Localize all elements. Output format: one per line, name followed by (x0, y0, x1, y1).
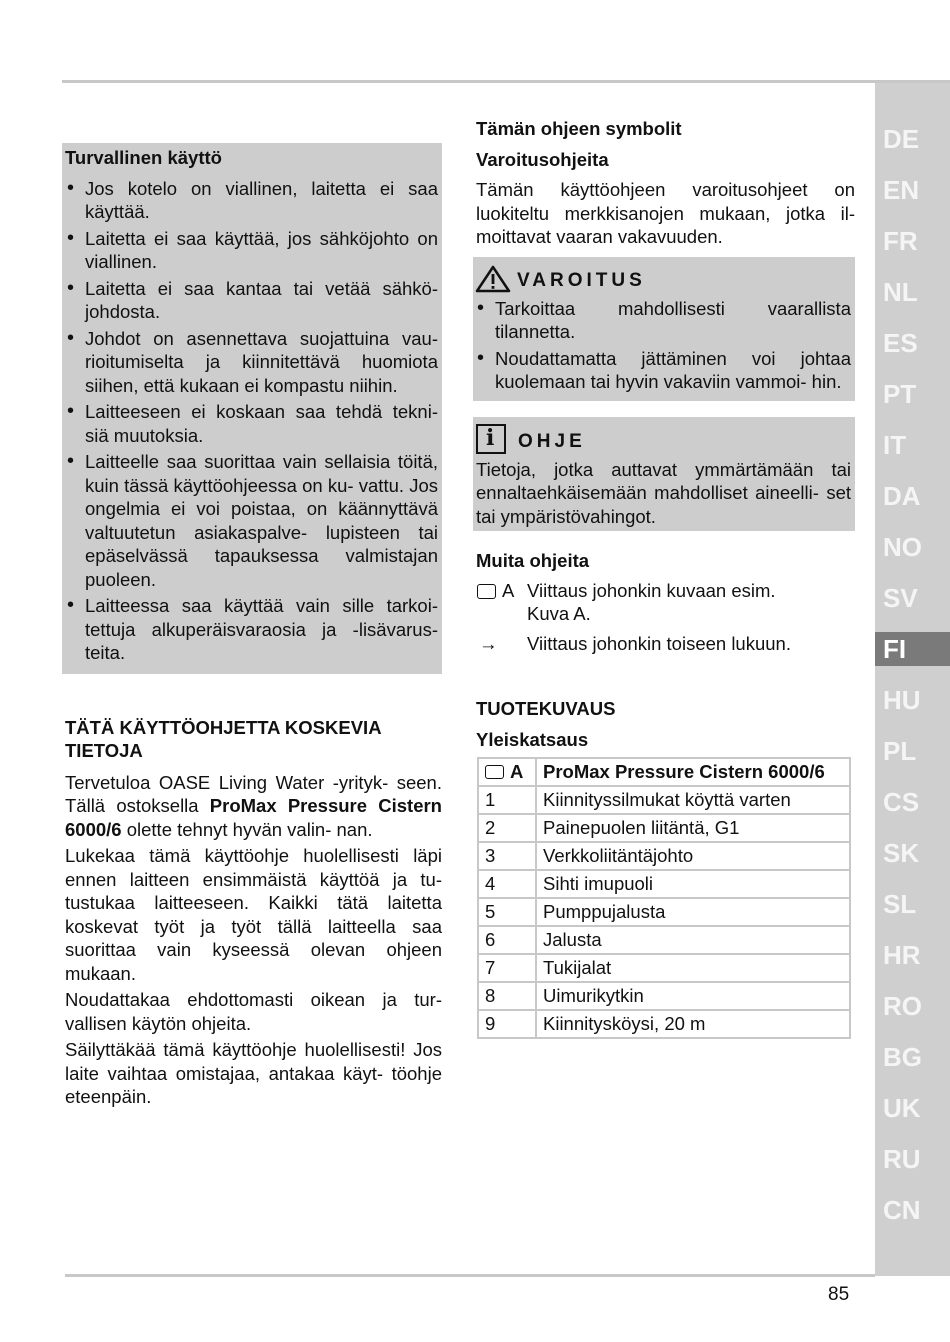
table-header-name: ProMax Pressure Cistern 6000/6 (536, 758, 850, 786)
part-number: 7 (478, 954, 536, 982)
manual-paragraph: Säilyttäkää tämä käyttöohje huolellisesti! Jos laite vaihtaa omistajaa, antakaa käyt- töohje eteenpäin. (65, 1039, 442, 1107)
list-item: • Laitteeseen ei koskaan saa tehdä tekni- siä muutoksia. (65, 400, 438, 447)
lang-tab-no[interactable]: NO (883, 532, 922, 562)
lang-tab-nl[interactable]: NL (883, 277, 918, 307)
header-key-letter: A (510, 761, 524, 782)
part-number: 2 (478, 814, 536, 842)
lang-tab-sl[interactable]: SL (883, 889, 917, 919)
chapter-ref-symbol (477, 632, 527, 656)
chapter-reference-row (473, 632, 855, 656)
lang-tab-es[interactable]: ES (883, 328, 918, 358)
note-title-row (476, 424, 851, 454)
part-name: Sihti imupuoli (536, 870, 850, 898)
table-header-key (478, 758, 536, 786)
note-label: OHJE (518, 431, 586, 452)
note-box (473, 417, 855, 532)
parts-table (477, 757, 851, 1039)
left-column (62, 143, 442, 1112)
part-name: Painepuolen liitäntä, G1 (536, 814, 850, 842)
intro-text-b: olette tehnyt hyvän valin- nan. (121, 818, 373, 840)
figure-ref-letter: A (502, 579, 515, 601)
lang-tab-pt[interactable]: PT (883, 379, 917, 409)
list-item: • Noudattamatta jättäminen voi johtaa kuolemaan tai hyvin vakaviin vammoi- hin. (475, 347, 851, 394)
warning-title-row (475, 265, 851, 293)
part-name: Jalusta (536, 926, 850, 954)
table-row (478, 898, 850, 926)
lang-tab-pl[interactable]: PL (883, 736, 917, 766)
symbols-heading: Tämän ohjeen symbolit (476, 118, 682, 139)
part-number: 6 (478, 926, 536, 954)
part-number: 1 (478, 786, 536, 814)
table-row (478, 982, 850, 1010)
lang-tab-cs[interactable]: CS (883, 787, 920, 817)
table-row (478, 814, 850, 842)
manual-intro-paragraph (62, 771, 442, 842)
list-item: • Tarkoittaa mahdollisesti vaarallista tilannetta. (475, 297, 851, 344)
lang-tab-fi[interactable]: FI (875, 632, 950, 666)
other-notes-heading: Muita ohjeita (476, 550, 590, 571)
part-name: Kiinnitysköysi, 20 m (536, 1010, 850, 1038)
table-row (478, 786, 850, 814)
list-item: • Laitetta ei saa käyttää, jos sähköjohto on viallinen. (65, 227, 438, 274)
list-item: • Jos kotelo on viallinen, laitetta ei saa käyttää. (65, 177, 438, 224)
warning-list (475, 297, 851, 394)
part-name: Kiinnityssilmukat köyttä varten (536, 786, 850, 814)
lang-tab-sk[interactable]: SK (883, 838, 920, 868)
bottom-rule (65, 1274, 875, 1277)
arrow-right-icon: → (479, 632, 498, 654)
table-row (478, 1010, 850, 1038)
lang-tab-it[interactable]: IT (883, 430, 907, 460)
top-rule (62, 80, 950, 83)
part-number: 3 (478, 842, 536, 870)
part-name: Tukijalat (536, 954, 850, 982)
list-item: • Laitteelle saa suorittaa vain sellaisia töitä, kuin tässä käyttöohjeessa on ku- vattu. Jos ongelmia ei voi poistaa, on käännyttävä valtuutetun asiakaspalve- lupisteen tai epäselvässä tapauksessa valmistajan puoleen. (65, 450, 438, 591)
warning-triangle-icon (475, 265, 511, 293)
product-heading: TUOTEKUVAUS (476, 698, 616, 719)
table-row (478, 842, 850, 870)
table-row (478, 870, 850, 898)
figure-ref-text: Viittaus johonkin kuvaan esim. Kuva A. (527, 579, 776, 624)
chapter-ref-text: Viittaus johonkin toiseen lukuun. (527, 632, 791, 654)
lang-tab-en[interactable]: EN (883, 175, 920, 205)
product-name: ProMax Pressure Cistern 6000/6 (65, 795, 442, 840)
figure-icon (477, 584, 496, 599)
info-icon: i (476, 424, 506, 454)
safe-use-title: Turvallinen käyttö (65, 147, 222, 168)
lang-tab-ru[interactable]: RU (883, 1144, 921, 1174)
lang-tab-da[interactable]: DA (883, 481, 921, 511)
lang-tab-ro[interactable]: RO (883, 991, 922, 1021)
warnings-text: Tämän käyttöohjeen varoitusohjeet on luokiteltu merkkisanojen mukaan, jotka il- moittavat vaaran vakavuuden. (476, 179, 855, 247)
lang-tab-uk[interactable]: UK (883, 1093, 921, 1123)
manual-paragraph: Lukekaa tämä käyttöohje huolellisesti läpi ennen laitteen ensimmäistä käyttöä ja tu- tustukaa laitteeseen. Kaikki tätä laitetta koskevat työt ja työt tällä laitteella saa suorittaa vain kyseessä olevan ohjeen mukaan. (65, 845, 442, 984)
lang-tab-cn[interactable]: CN (883, 1195, 921, 1225)
manual-info-heading: TÄTÄ KÄYTTÖOHJETTA KOSKEVIA TIETOJA (65, 716, 381, 761)
part-number: 4 (478, 870, 536, 898)
warnings-heading: Varoitusohjeita (476, 148, 609, 170)
part-number: 5 (478, 898, 536, 926)
list-item: • Laitteessa saa käyttää vain sille tarkoi- tettuja alkuperäisvaraosia ja -lisävarus- teita. (65, 594, 438, 665)
safe-use-list (65, 177, 438, 665)
lang-tab-bg[interactable]: BG (883, 1042, 922, 1072)
manual-paragraph: Noudattakaa ehdottomasti oikean ja tur- vallisen käytön ohjeita. (65, 989, 442, 1034)
right-column (473, 117, 855, 1039)
lang-tab-fr[interactable]: FR (883, 226, 918, 256)
lang-tab-de[interactable]: DE (883, 124, 920, 154)
warning-label: VAROITUS (517, 270, 646, 291)
part-number: 9 (478, 1010, 536, 1038)
overview-heading: Yleiskatsaus (476, 728, 589, 750)
list-item: • Johdot on asennettava suojattuina vau- rioitumiselta ja kiinnitettävä huomiota siihen, että kukaan ei kompastu niihin. (65, 327, 438, 398)
lang-tab-sv[interactable]: SV (883, 583, 918, 613)
list-item: • Laitetta ei saa kantaa tai vetää sähkö- johdosta. (65, 277, 438, 324)
figure-icon (485, 765, 504, 779)
figure-ref-symbol (477, 579, 527, 626)
safe-use-box (62, 143, 442, 674)
language-sidebar (875, 83, 950, 1276)
page-number: 85 (828, 1284, 850, 1305)
table-row (478, 954, 850, 982)
part-number: 8 (478, 982, 536, 1010)
part-name: Pumppujalusta (536, 898, 850, 926)
lang-tab-hu[interactable]: HU (883, 685, 921, 715)
intro-text-a: Tervetuloa OASE Living Water -yrityk- seen. Tällä ostoksella (65, 771, 442, 816)
table-header-row (478, 758, 850, 786)
part-name: Uimurikytkin (536, 982, 850, 1010)
lang-tab-hr[interactable]: HR (883, 940, 921, 970)
warning-box (473, 257, 855, 401)
table-row (478, 926, 850, 954)
note-text: Tietoja, jotka auttavat ymmärtämään tai ennaltaehkäisemään mahdolliset aineelli- set tai ympäristövahingot. (476, 458, 851, 527)
figure-reference-row (473, 579, 855, 626)
part-name: Verkkoliitäntäjohto (536, 842, 850, 870)
